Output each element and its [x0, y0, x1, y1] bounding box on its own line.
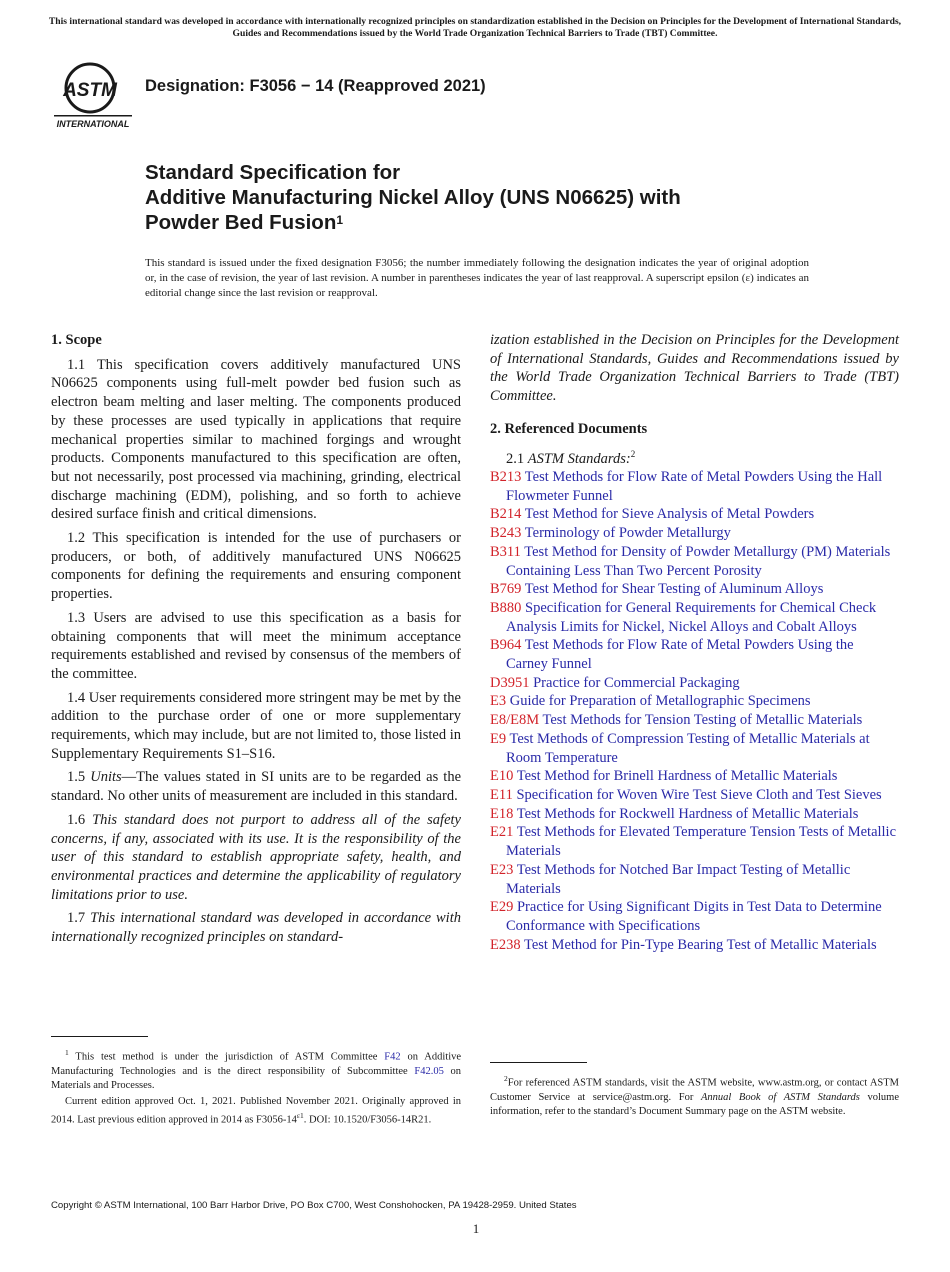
- reference-title[interactable]: Test Methods for Notched Bar Impact Testing of Metallic Materials: [506, 861, 851, 897]
- reference-title[interactable]: Test Methods for Tension Testing of Metallic Materials: [542, 712, 863, 729]
- footnote-1: $^1$ This test method is under the jurisdiction of ASTM Committee F42 on Additive Manufacturing Technologies and is the direct responsibility of Subcommittee F42.05 on Materials and Processes. Current edition approved Oct. 1, 2021. Published November 2021. Originally approved in 2014. Last previous edition approved in 2014 as $F3056-14^{\varepsilon 1}$. DOI: 10.1520/F3056-14R21.: [51, 1048, 462, 1125]
- scope-paragraph: 1.5 Units—The values stated in SI units are to be regarded as the standard. No other units of measurement are included in this standard.: [51, 769, 462, 805]
- scope-continuation: ization established in the Decision on Principles for the Development of International Standards, Guides and Recommendations issued by the World Trade Organization Technical Barriers to Trade (TBT) Committee.: [490, 332, 899, 405]
- reference-list: [490, 468, 899, 954]
- reference-code[interactable]: E9: [490, 730, 507, 747]
- issued-note: This standard is issued under the fixed designation F3056; the number immediately following the designation indicates the year of original adoption or, in the case of revision, the year of last revision. A number in parentheses indicates the year of last reapproval. A superscript epsilon (ε) indicates an editorial change since the last revision or reapproval.: [145, 257, 809, 299]
- reference-code[interactable]: E3: [490, 693, 507, 710]
- reference-code[interactable]: E29: [490, 899, 514, 916]
- reference-code[interactable]: E23: [490, 861, 514, 878]
- reference-code[interactable]: B964: [490, 637, 522, 654]
- reference-title[interactable]: Specification for General Requirements for Chemical Check Analysis Limits for Nickel, Nickel Alloys and Cobalt Alloys: [506, 599, 877, 635]
- reference-title[interactable]: Test Methods for Flow Rate of Metal Powders Using the Carney Funnel: [506, 637, 854, 673]
- reference-item[interactable]: [490, 711, 899, 730]
- reference-title[interactable]: Guide for Preparation of Metallographic Specimens: [509, 693, 811, 710]
- reference-code[interactable]: B214: [490, 506, 522, 523]
- reference-item[interactable]: [490, 524, 899, 543]
- reference-code[interactable]: B243: [490, 525, 522, 542]
- reference-item[interactable]: [490, 861, 899, 898]
- title-footnote-mark: 1: [336, 213, 344, 227]
- reference-item[interactable]: [490, 599, 899, 636]
- designation: Designation: F3056 − 14 (Reapproved 2021): [145, 77, 486, 95]
- scope-paragraph: 1.4 User requirements considered more stringent may be met by the addition to the purchase order of one or more supplementary requirements, which may include, but are not limited to, those listed in Supplementary Requirements S1–S16.: [51, 689, 461, 762]
- refdocs-heading: 2. Referenced Documents: [490, 420, 648, 437]
- reference-item[interactable]: [490, 898, 899, 935]
- reference-code[interactable]: E21: [490, 824, 514, 841]
- reference-item[interactable]: [490, 805, 899, 824]
- reference-code[interactable]: E10: [490, 768, 514, 785]
- reference-item[interactable]: [490, 692, 899, 711]
- title-line-1: Standard Specification for: [145, 161, 401, 184]
- scope-paragraph: 1.1 This specification covers additively manufactured UNS N06625 components using full-melt powder bed fusion such as electron beam melting and laser melting. The components produced by these processes are used typically in applications that require mechanical properties similar to machined forgings and wrought products. Components manufactured to this specification are often, but not necessarily, post processed via machining, grinding, electrical discharge machining (EDM), polishing, and so forth to achieve desired surface finish and critical dimensions.: [51, 356, 461, 523]
- reference-item[interactable]: [490, 580, 899, 599]
- astm-standards-subheading: 2.1 ASTM Standards:$^2$: [506, 448, 636, 467]
- reference-item[interactable]: [490, 936, 899, 955]
- svg-text:INTERNATIONAL: INTERNATIONAL: [56, 119, 130, 129]
- reference-code[interactable]: B311: [490, 543, 521, 560]
- reference-title[interactable]: Test Methods of Compression Testing of Metallic Materials at Room Temperature: [506, 730, 870, 766]
- title-line-3: Powder Bed Fusion$^1$: [145, 211, 344, 234]
- top-notice: This international standard was developed in accordance with internationally recognized principles on standardization established in the Decision on Principles for the Development of International Standards, Guides and Recommendations issued by the World Trade Organization Technical Barriers to Trade (TBT) Committee.: [48, 16, 902, 39]
- scope-paragraph: 1.7 This international standard was developed in accordance with internationally recognized principles on standard-: [51, 910, 461, 946]
- reference-title[interactable]: Test Methods for Rockwell Hardness of Metallic Materials: [516, 805, 859, 822]
- reference-title[interactable]: Test Method for Brinell Hardness of Metallic Materials: [516, 768, 838, 785]
- reference-code[interactable]: E238: [490, 936, 521, 953]
- document-title: [145, 160, 845, 235]
- scope-heading: 1. Scope: [51, 332, 102, 348]
- reference-title[interactable]: Test Method for Sieve Analysis of Metal Powders: [524, 506, 815, 523]
- reference-code[interactable]: B213: [490, 469, 522, 486]
- reference-code[interactable]: D3951: [490, 674, 530, 691]
- reference-title[interactable]: Test Methods for Flow Rate of Metal Powders Using the Hall Flowmeter Funnel: [506, 469, 883, 504]
- subcommittee-link[interactable]: F42.05: [414, 1065, 444, 1077]
- left-column: [51, 331, 461, 952]
- footnote-rule: [51, 1036, 148, 1037]
- reference-code[interactable]: B769: [490, 581, 522, 598]
- astm-logo: [52, 58, 134, 132]
- copyright-notice: Copyright © ASTM International, 100 Barr Harbor Drive, PO Box C700, West Conshohocken, PA 19428-2959. United States: [51, 1200, 577, 1211]
- reference-title[interactable]: Practice for Commercial Packaging: [533, 674, 740, 691]
- svg-text:ASTM: ASTM: [63, 80, 117, 101]
- reference-item[interactable]: [490, 468, 899, 505]
- reference-item[interactable]: [490, 767, 899, 786]
- reference-item[interactable]: [490, 636, 899, 673]
- scope-paragraph: 1.2 This specification is intended for the use of purchasers or producers, or both, of additively manufactured UNS N06625 components for defining the requirements and ensuring component properties.: [51, 530, 461, 603]
- reference-item[interactable]: [490, 505, 899, 524]
- right-column: [490, 331, 899, 954]
- title-line-2: Additive Manufacturing Nickel Alloy (UNS N06625) with: [145, 186, 681, 209]
- reference-title[interactable]: Specification for Woven Wire Test Sieve Cloth and Test Sieves: [516, 787, 882, 803]
- reference-title[interactable]: Test Method for Density of Powder Metallurgy (PM) Materials Containing Less Than Two Percent Porosity: [506, 543, 891, 579]
- scope-paragraph: 1.3 Users are advised to use this specification as a basis for obtaining components that will meet the minimum acceptance requirements established and revised by consensus of the members of the committee.: [51, 609, 461, 682]
- reference-code[interactable]: B880: [490, 599, 522, 616]
- reference-title[interactable]: Test Method for Pin-Type Bearing Test of Metallic Materials: [523, 936, 877, 953]
- scope-paragraph: 1.6 This standard does not purport to address all of the safety concerns, if any, associated with its use. It is the responsibility of the user of this standard to establish appropriate safety, health, and environmental practices and determine the applicability of regulatory limitations prior to use.: [51, 811, 461, 903]
- reference-title[interactable]: Test Method for Shear Testing of Aluminum Alloys: [524, 581, 824, 598]
- reference-code[interactable]: E8/E8M: [490, 712, 540, 729]
- reference-item[interactable]: [490, 730, 899, 767]
- footnote-rule: [490, 1062, 587, 1063]
- reference-title[interactable]: Test Methods for Elevated Temperature Tension Tests of Metallic Materials: [506, 824, 897, 860]
- reference-item[interactable]: [490, 786, 899, 805]
- page-number: 1: [472, 1221, 480, 1236]
- reference-title[interactable]: Terminology of Powder Metallurgy: [524, 525, 731, 542]
- reference-item[interactable]: [490, 543, 899, 580]
- reference-code[interactable]: E11: [490, 787, 513, 803]
- reference-item[interactable]: [490, 823, 899, 860]
- committee-link[interactable]: F42: [384, 1051, 401, 1063]
- reference-title[interactable]: Practice for Using Significant Digits in Test Data to Determine Conformance with Specifications: [506, 899, 882, 934]
- footnote-2: $^2$For referenced ASTM standards, visit the ASTM website, www.astm.org, or contact ASTM Customer Service at service@astm.org. For Annual Book of ASTM Standards volume information, refer to the standard’s Document Summary page on the ASTM website.: [490, 1074, 899, 1117]
- reference-code[interactable]: E18: [490, 805, 514, 822]
- reference-item[interactable]: [490, 674, 899, 693]
